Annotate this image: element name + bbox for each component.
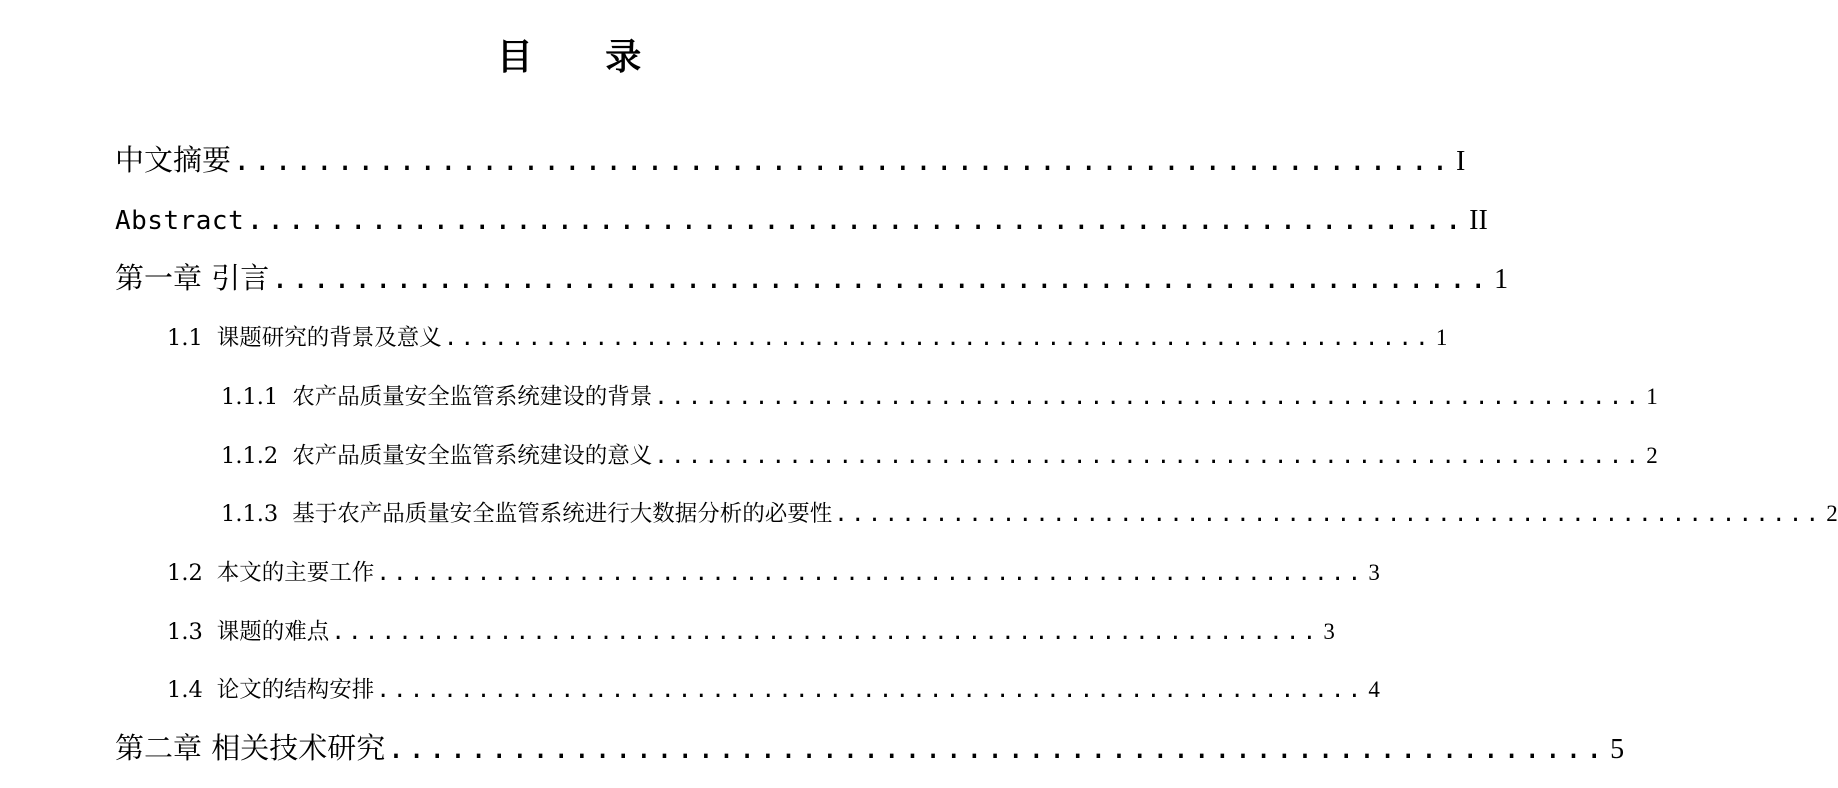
toc-leader-dots: ........................................................... xyxy=(233,143,1452,177)
toc-entry-section-1-1-3[interactable] xyxy=(221,497,1838,531)
toc-entry-section-1-4[interactable] xyxy=(167,673,1380,707)
toc-section-number: 1.2 xyxy=(167,560,203,586)
toc-leader-dots: ........................................................... xyxy=(443,325,1432,351)
toc-page-number: II xyxy=(1469,205,1488,236)
toc-page-number: 3 xyxy=(1323,619,1335,644)
toc-section-number: 1.1.1 xyxy=(221,384,279,410)
toc-entry-text: 基于农产品质量安全监管系统进行大数据分析的必要性 xyxy=(292,501,833,527)
toc-entry-text: 第一章 引言 xyxy=(115,261,270,295)
toc-leader-dots: ........................................................... xyxy=(246,202,1466,236)
toc-leader-dots: ........................................................... xyxy=(654,443,1643,469)
toc-page-number: 1 xyxy=(1494,264,1509,295)
toc-entry-section-1-1[interactable] xyxy=(167,321,1448,355)
toc-leader-dots: ........................................................... xyxy=(654,384,1643,410)
toc-page-number: 3 xyxy=(1368,560,1380,585)
toc-entry-abstract-en[interactable] xyxy=(115,199,1488,239)
toc-leader-dots: ........................................................... xyxy=(376,677,1365,703)
toc-entry-text: Abstract xyxy=(115,206,245,236)
toc-entry-text: 农产品质量安全监管系统建设的背景 xyxy=(292,384,653,410)
toc-page-number: 2 xyxy=(1826,501,1838,526)
toc-leader-dots: ........................................................... xyxy=(271,261,1491,295)
toc-entry-text: 本文的主要工作 xyxy=(216,560,375,586)
toc-section-number: 1.1.2 xyxy=(221,443,279,469)
toc-leader-dots: ........................................................... xyxy=(387,731,1607,765)
toc-entry-text: 中文摘要 xyxy=(115,143,232,177)
toc-entry-chapter-1[interactable] xyxy=(115,258,1509,298)
toc-entry-section-1-1-2[interactable] xyxy=(221,439,1658,473)
toc-entry-text: 课题研究的背景及意义 xyxy=(216,325,442,351)
toc-page-number: 1 xyxy=(1646,384,1658,409)
toc-section-number: 1.1.3 xyxy=(221,501,279,527)
toc-entry-text: 论文的结构安排 xyxy=(216,677,375,703)
toc-page-number: 2 xyxy=(1646,443,1658,468)
toc-leader-dots: ........................................................... xyxy=(376,560,1365,586)
toc-page-number: I xyxy=(1455,146,1466,177)
toc-entry-section-1-2[interactable] xyxy=(167,556,1380,590)
toc-leader-dots: ........................................................... xyxy=(834,501,1823,527)
toc-entry-text: 第二章 相关技术研究 xyxy=(115,731,386,765)
toc-entry-section-1-3[interactable] xyxy=(167,615,1335,649)
toc-page-number: 4 xyxy=(1368,677,1380,702)
page-title: 目 录 xyxy=(496,37,672,78)
toc-leader-dots: ........................................................... xyxy=(331,619,1320,645)
toc-entry-section-1-1-1[interactable] xyxy=(221,380,1658,414)
toc-entry-abstract-cn[interactable] xyxy=(115,140,1466,180)
toc-page-number: 1 xyxy=(1435,325,1448,350)
toc-section-number: 1.4 xyxy=(167,677,203,703)
toc-entry-text: 课题的难点 xyxy=(216,619,330,645)
toc-entry-text: 农产品质量安全监管系统建设的意义 xyxy=(292,443,653,469)
toc-entry-chapter-2[interactable] xyxy=(115,728,1625,768)
toc-page-number: 5 xyxy=(1610,734,1625,765)
toc-section-number: 1.1 xyxy=(167,325,203,351)
toc-section-number: 1.3 xyxy=(167,619,203,645)
